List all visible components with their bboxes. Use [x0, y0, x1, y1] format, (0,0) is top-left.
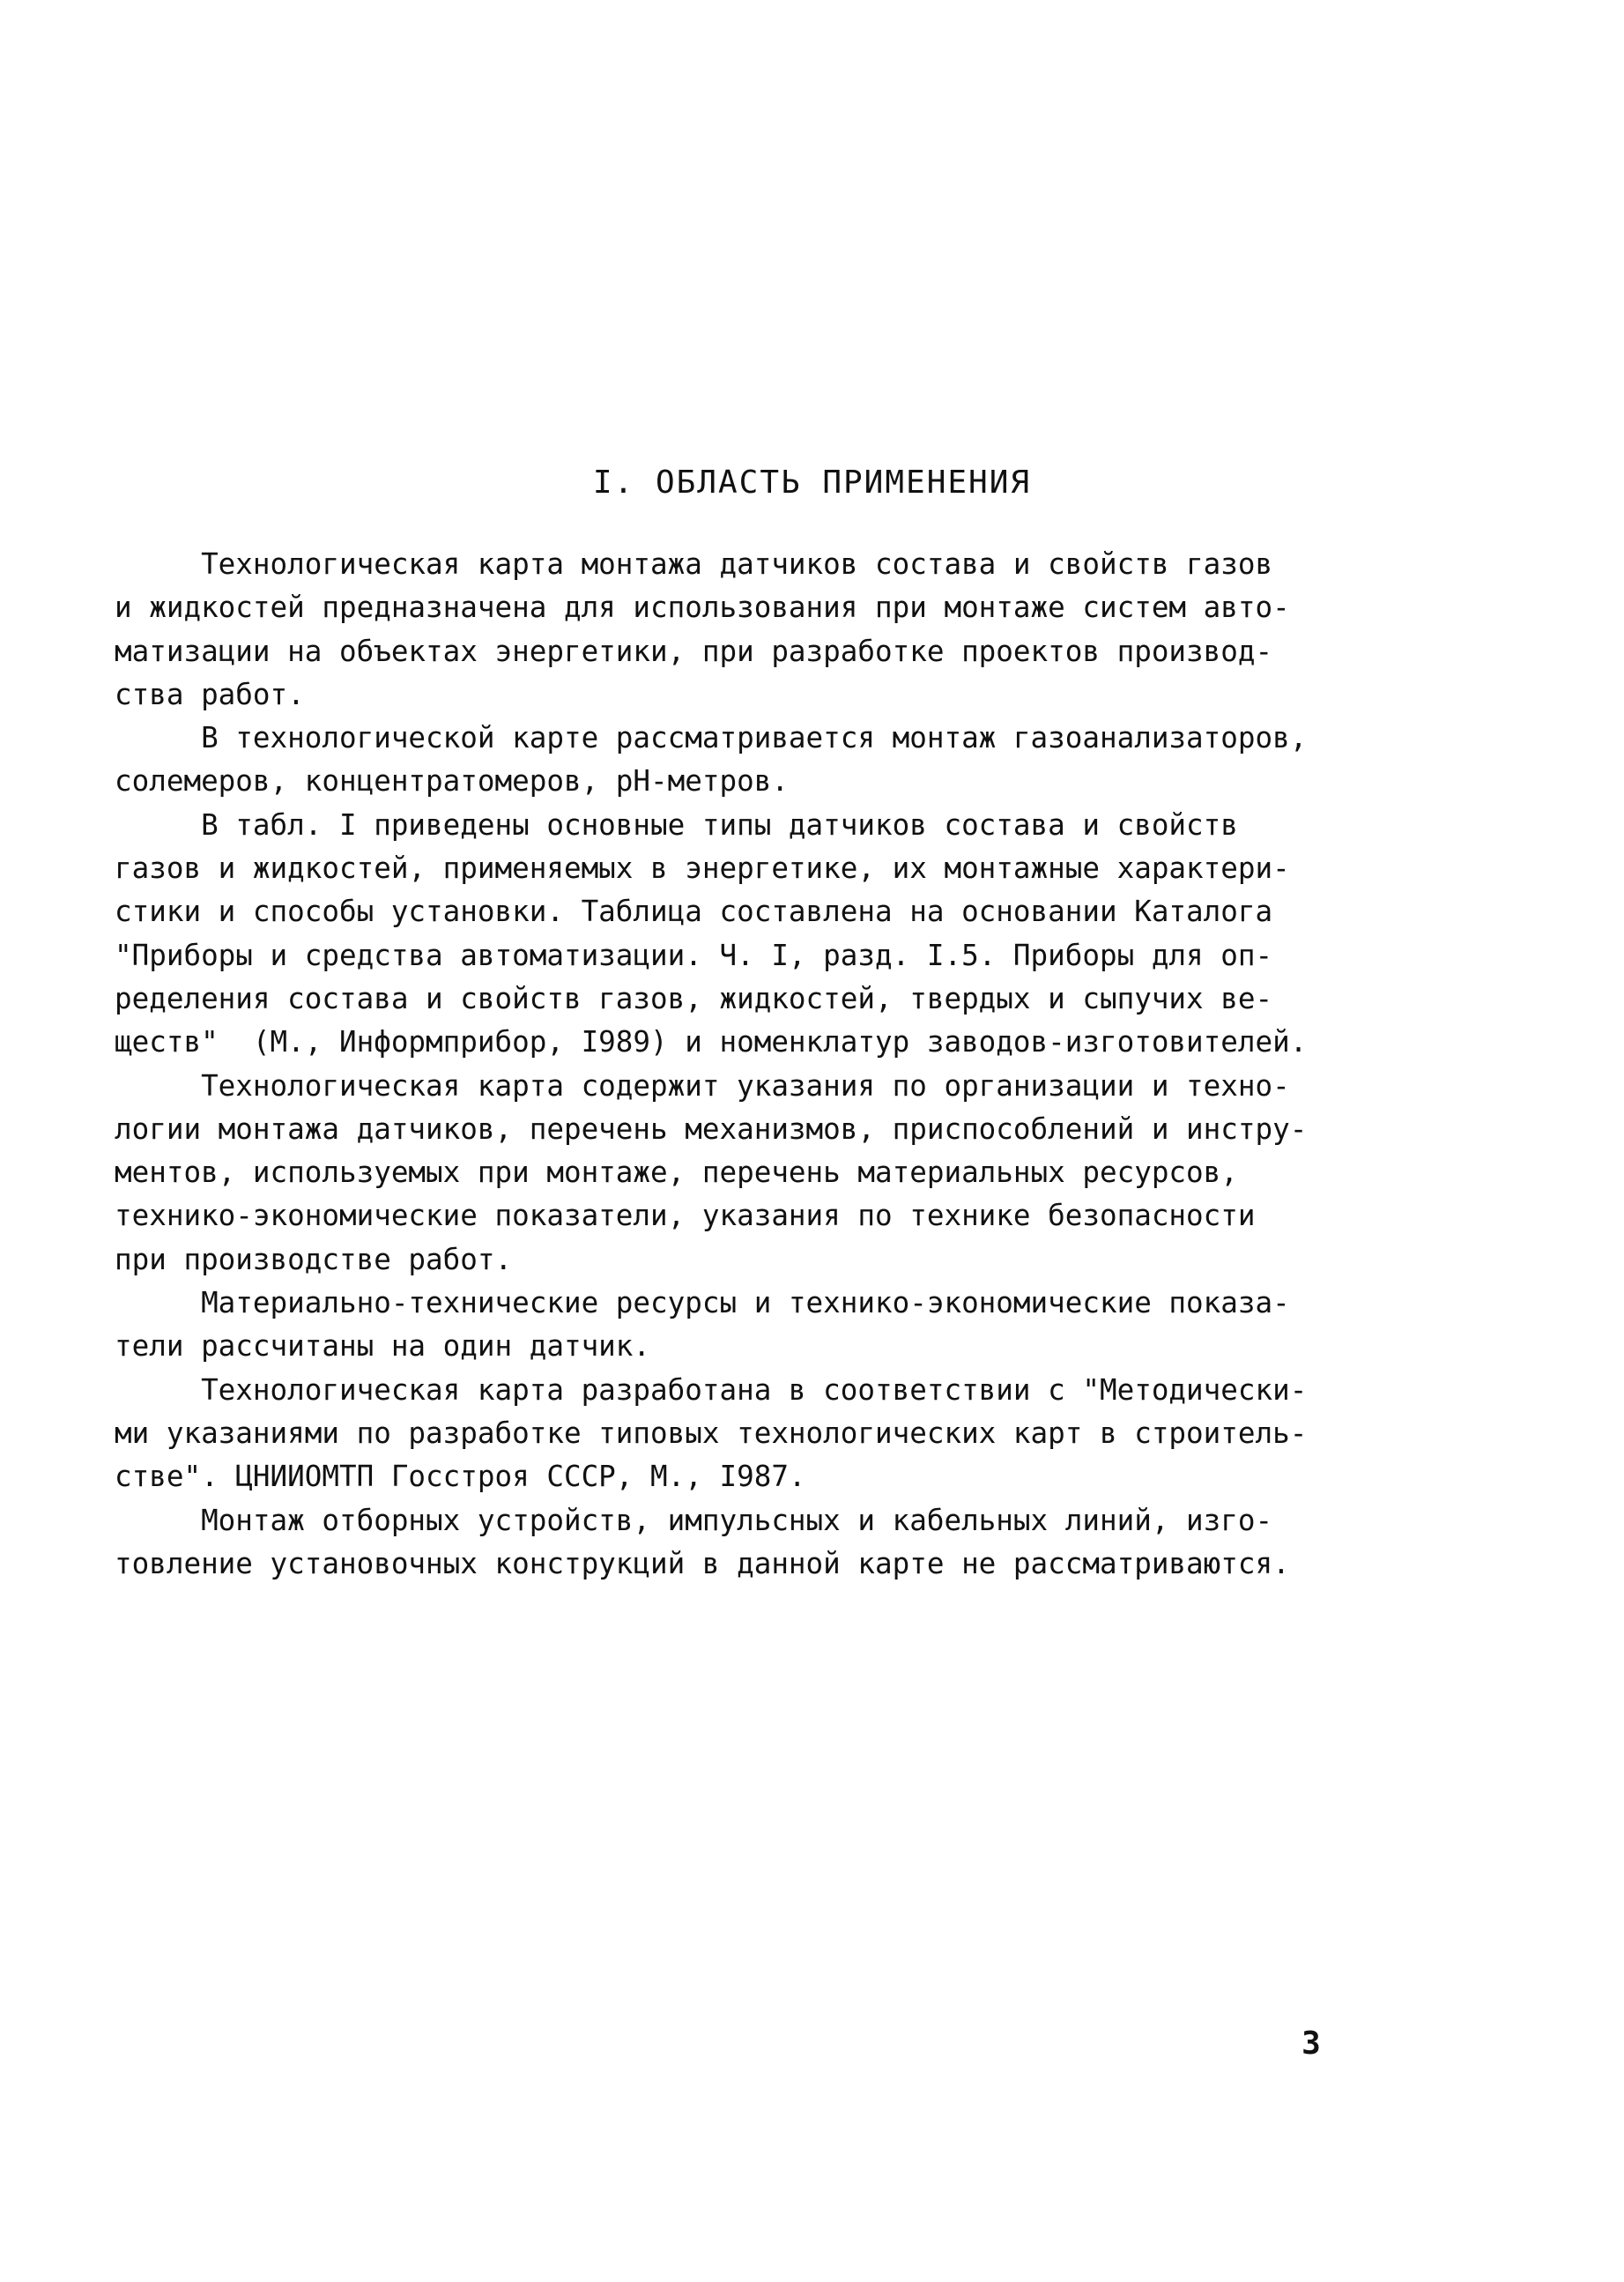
page-number: 3	[1301, 2026, 1321, 2062]
text-line: ществ" (М., Информприбор, I989) и номенклатур заводов-изготовителей.	[115, 1025, 1308, 1059]
text-line: ределения состава и свойств газов, жидкостей, твердых и сыпучих ве-	[115, 981, 1273, 1015]
text-line: "Приборы и средства автоматизации. Ч. I, разд. I.5. Приборы для оп-	[115, 938, 1273, 972]
text-line: стики и способы установки. Таблица составлена на основании Каталога	[115, 895, 1273, 929]
text-line: товление установочных конструкций в данной карте не рассматриваются.	[115, 1546, 1290, 1580]
section-heading: I. ОБЛАСТЬ ПРИМЕНЕНИЯ	[592, 465, 1032, 501]
text-line: матизации на объектах энергетики, при разработке проектов производ-	[115, 634, 1273, 668]
text-line: Монтаж отборных устройств, импульсных и кабельных линий, изго-	[115, 1503, 1273, 1537]
text-line: технико-экономические показатели, указания по технике безопасности	[115, 1199, 1256, 1233]
text-line: ментов, используемых при монтаже, перечень материальных ресурсов,	[115, 1156, 1238, 1190]
text-line: Технологическая карта содержит указания по организации и техно-	[115, 1068, 1290, 1103]
text-line: Материально-технические ресурсы и технико-экономические показа-	[115, 1286, 1290, 1320]
body-text	[115, 543, 1401, 1586]
text-line: В технологической карте рассматривается монтаж газоанализаторов,	[115, 721, 1308, 755]
text-line: стве". ЦНИИОМТП Госстроя СССР, М., I987.	[115, 1460, 806, 1494]
text-line: газов и жидкостей, применяемых в энергетике, их монтажные характери-	[115, 851, 1290, 886]
text-line: логии монтажа датчиков, перечень механизмов, приспособлений и инстру-	[115, 1111, 1308, 1146]
text-line: ства работ.	[115, 677, 305, 711]
text-line: Технологическая карта разработана в соответствии с "Методически-	[115, 1372, 1308, 1407]
text-line: и жидкостей предназначена для использования при монтаже систем авто-	[115, 591, 1290, 625]
text-line: солемеров, концентратомеров, pH-метров.	[115, 764, 789, 799]
text-line: Технологическая карта монтажа датчиков состава и свойств газов	[115, 547, 1273, 581]
text-line: тели рассчитаны на один датчик.	[115, 1329, 651, 1364]
text-line: ми указаниями по разработке типовых технологических карт в строитель-	[115, 1416, 1308, 1450]
text-line: при производстве работ.	[115, 1242, 513, 1276]
text-line: В табл. I приведены основные типы датчиков состава и свойств	[115, 807, 1238, 842]
